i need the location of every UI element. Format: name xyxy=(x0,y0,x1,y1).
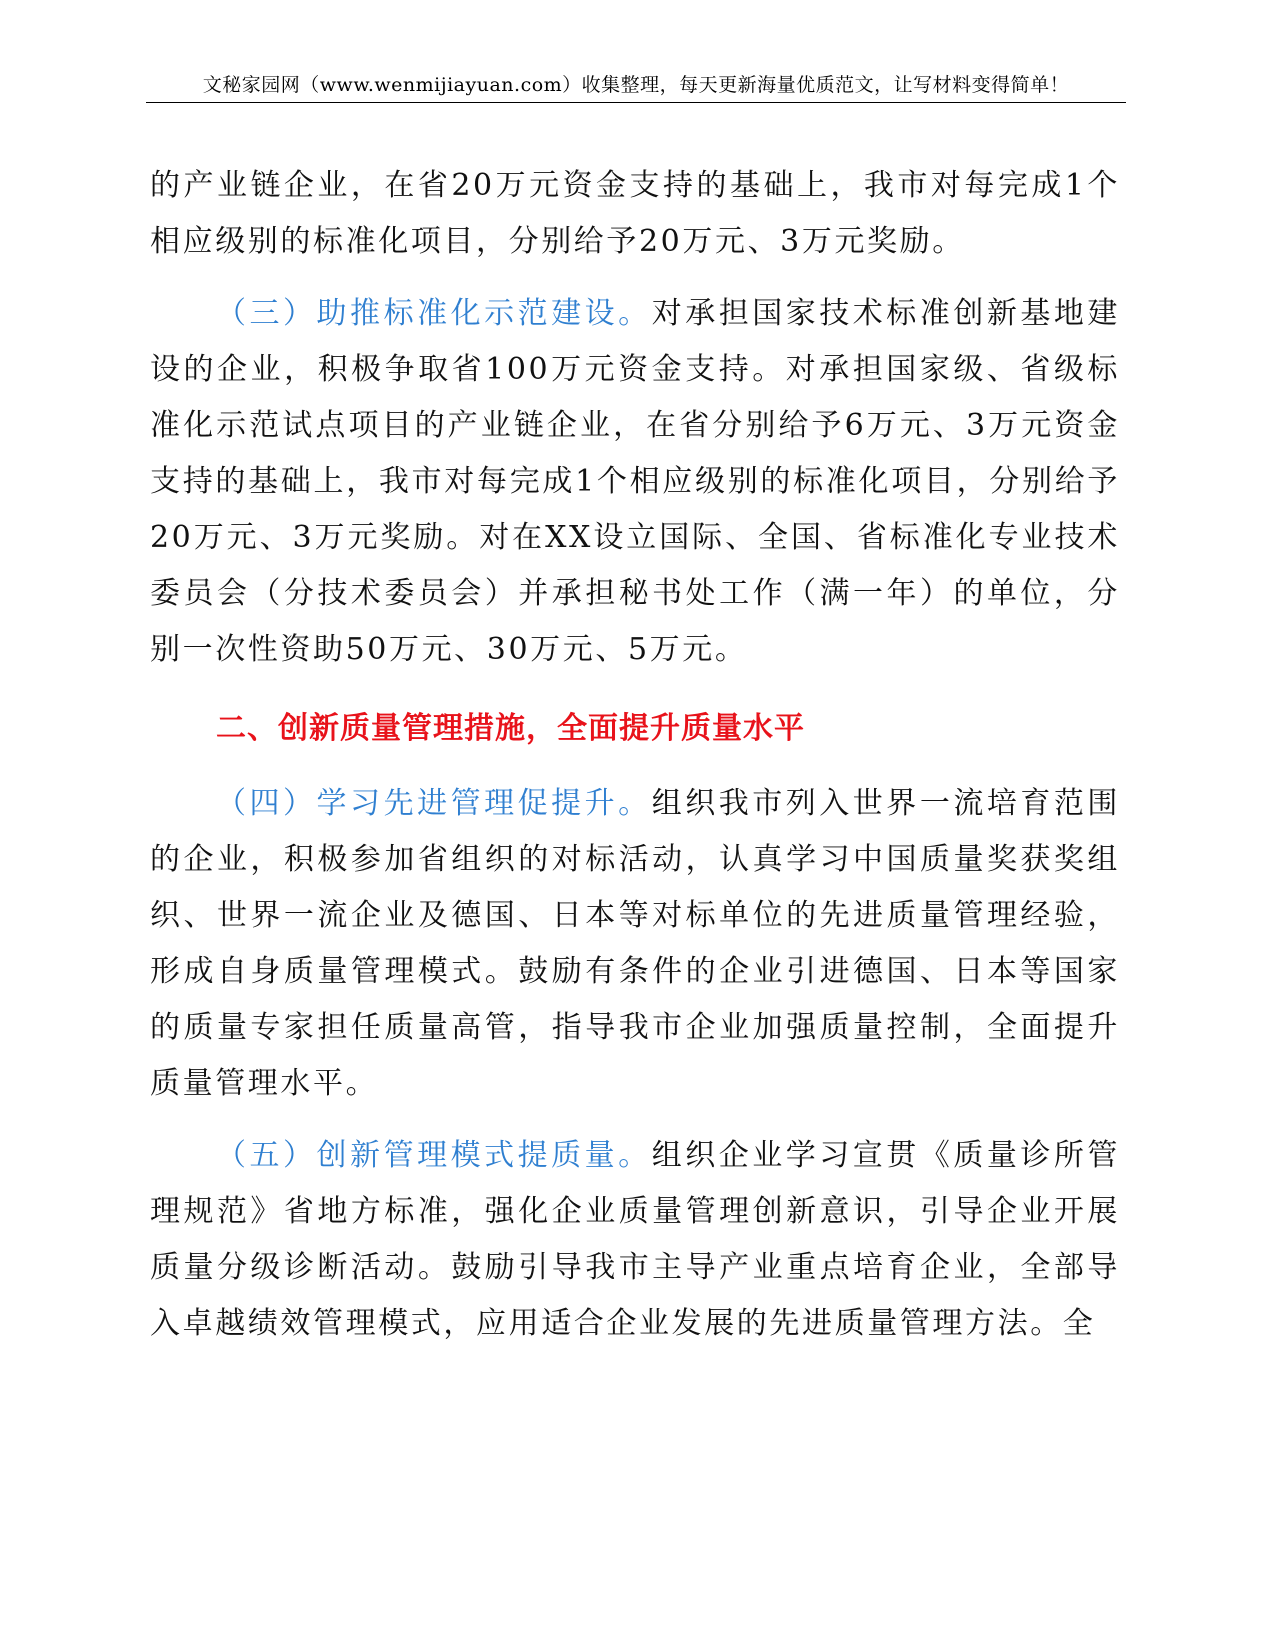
paragraph-body: 组织我市列入世界一流培育范围的企业，积极参加省组织的对标活动，认真学习中国质量奖获奖组织、世界一流企业及德国、日本等对标单位的先进质量管理经验，形成自身质量管理模式。鼓励有条件的企业引进德国、日本等国家的质量专家担任质量高管，指导我市企业加强质量控制，全面提升质量管理水平。 xyxy=(150,786,1120,1101)
page-header: 文秘家园网（www.wenmijiayuan.com）收集整理，每天更新海量优质范文，让写材料变得简单！ xyxy=(202,74,1070,96)
section-title: 二、创新质量管理措施，全面提升质量水平 xyxy=(216,711,805,746)
subheading-management-innovation: （五）创新管理模式提质量。 xyxy=(216,1138,652,1173)
subheading-advanced-management: （四）学习先进管理促提升。 xyxy=(216,786,652,821)
header-divider xyxy=(146,102,1126,103)
document-body xyxy=(150,158,1120,1352)
paragraph-advanced-management xyxy=(150,776,1120,1112)
paragraph-management-innovation xyxy=(150,1128,1120,1352)
subheading-standardization-demo: （三）助推标准化示范建设。 xyxy=(216,296,652,331)
paragraph-standardization-demo xyxy=(150,286,1120,678)
paragraph-body: 对承担国家技术标准创新基地建设的企业，积极争取省100万元资金支持。对承担国家级、省级标准化示范试点项目的产业链企业，在省分别给予6万元、3万元资金支持的基础上，我市对每完成1个相应级别的标准化项目，分别给予20万元、3万元奖励。对在XX设立国际、全国、省标准化专业技术委员会（分技术委员会）并承担秘书处工作（满一年）的单位，分别一次性资助50万元、30万元、5万元。 xyxy=(150,296,1120,667)
paragraph-body: 组织企业学习宣贯《质量诊所管理规范》省地方标准，强化企业质量管理创新意识，引导企业开展质量分级诊断活动。鼓励引导我市主导产业重点培育企业，全部导入卓越绩效管理模式，应用适合企业发展的先进质量管理方法。全 xyxy=(150,1138,1120,1341)
paragraph-continuation: 的产业链企业，在省20万元资金支持的基础上，我市对每完成1个相应级别的标准化项目，分别给予20万元、3万元奖励。 xyxy=(150,168,1120,259)
